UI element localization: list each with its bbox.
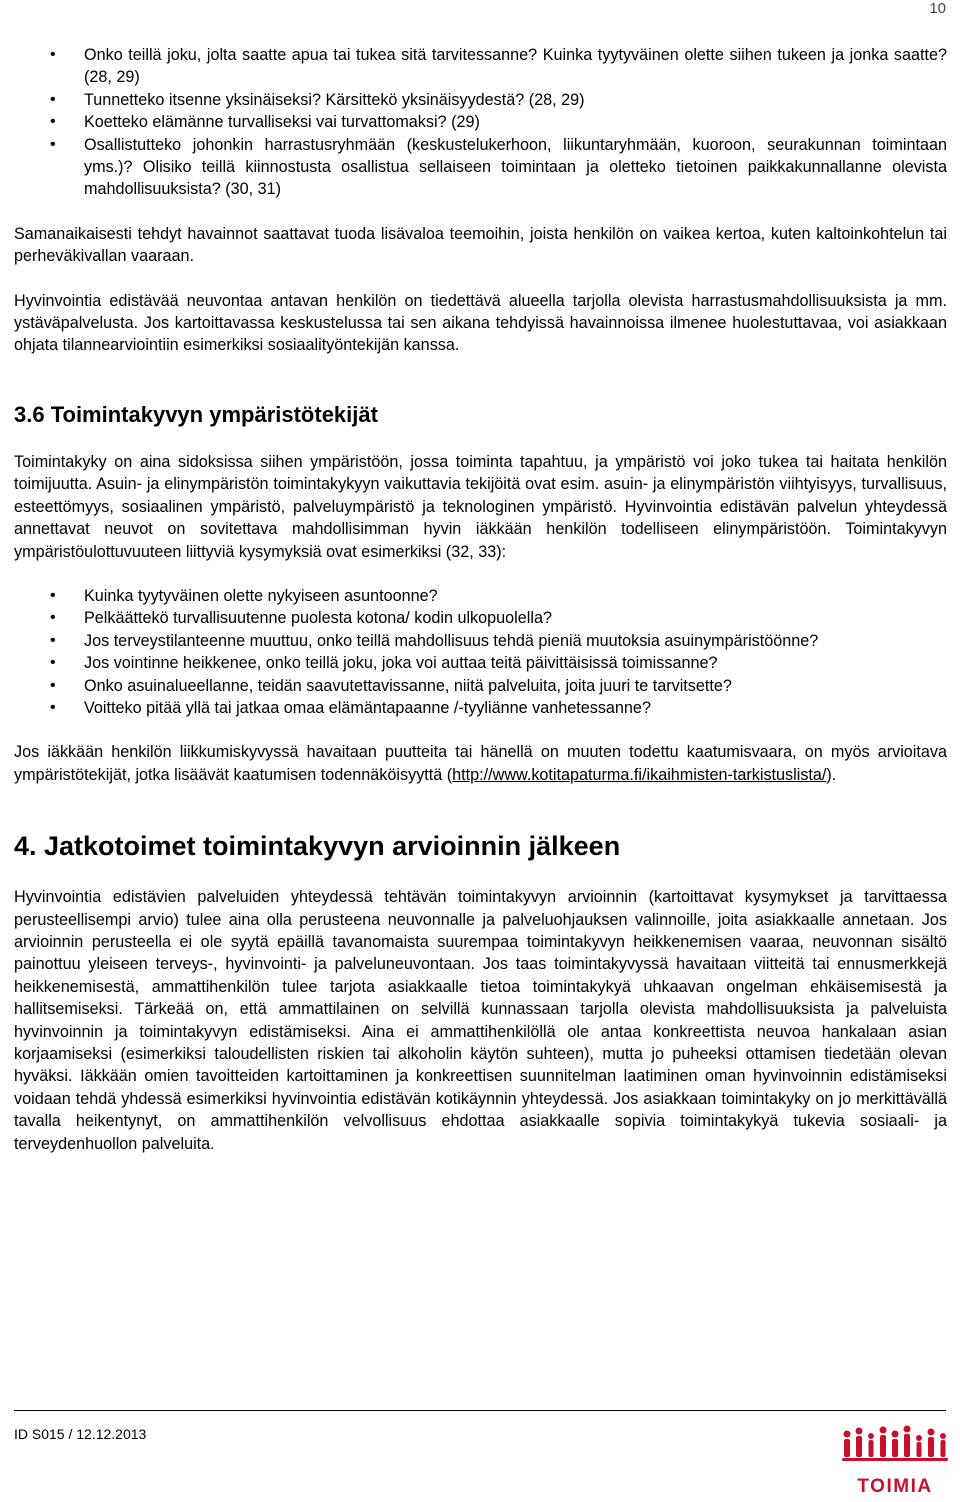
paragraph-fall-risk bbox=[14, 741, 947, 786]
bullet-icon: • bbox=[50, 609, 56, 627]
list-item-text: Pelkäättekö turvallisuutenne puolesta kotona/ kodin ulkopuolella? bbox=[84, 609, 552, 628]
bullet-icon: • bbox=[50, 113, 56, 131]
list-item-text: Kuinka tyytyväinen olette nykyiseen asuntoonne? bbox=[84, 586, 438, 605]
list-item bbox=[14, 585, 947, 607]
paragraph-follow-up: Hyvinvointia edistävien palveluiden yhteydessä tehtävän toimintakyvyn arvioinnin (kartoittavat kysymykset ja tarvittaessa perusteellisempi arvio) tulee aina olla perusteena neuvonnalle ja palveluohjauksen valinnoille, joita asiakkaalle annetaan. Jos arvioinnin perusteella ei ole syytä epäillä tavanomaista suurempaa toimintakyvyn heikkenemisen vaaraa, neuvonnan sisältö painottuu yleiseen terveys-, hyvinvointi- ja palveluneuvontaan. Jos taas toimintakyvyssä havaitaan viitteitä tai ennusmerkkejä heikkenemisestä, ammattihenkilön tulee tarjota asiakkaalle tietoa toimintakykyä uhkaavan ongelman ehkäisemisestä ja hallitsemiseksi. Tärkeää on, että ammattilainen on selvillä kunnassaan tarjolla olevista mahdollisuuksista ja palveluista hyvinvoinnin ja toimintakyvyn edistämiseksi. Aina ei ammattihenkilöllä ole antaa konkreettista neuvoa hankalaan asian korjaamiseksi (esimerkiksi taloudellisten riskien tai alkoholin käytön suhteen), mutta jo puheeksi ottamisen tiedetään olevan hyväksi. Iäkkään omien tavoitteiden kartoittaminen ja konkreettisen suunnitelman laatiminen oman hyvinvoinnin edistämiseksi voidaan tehdä yhdessä esimerkiksi hyvinvointia edistävän kotikäynnin yhteydessä. Jos asiakkaan toimintakyky on jo merkittävällä tavalla heikentynyt, on ammattihenkilön velvollisuus ehdottaa asiakkaalle sopivia toimintakykyä tukevia sosiaali- ja terveydenhuollon palveluita. bbox=[14, 888, 947, 1153]
environment-question-list bbox=[14, 585, 947, 719]
bullet-icon: • bbox=[50, 46, 56, 63]
list-item bbox=[14, 134, 947, 201]
checklist-link[interactable]: http://www.kotitapaturma.fi/ikaihmisten-tarkistuslista/ bbox=[452, 765, 827, 784]
top-question-list bbox=[14, 44, 947, 201]
list-item bbox=[14, 44, 947, 89]
paragraph-text: ). bbox=[826, 765, 837, 784]
page-number: 10 bbox=[929, 0, 946, 17]
footer-divider bbox=[14, 1410, 946, 1411]
paragraph-observations: Samanaikaisesti tehdyt havainnot saattavat tuoda lisävaloa teemoihin, joista henkilön on vaikea kertoa, kuten kaltoinkohtelun tai perheväkivallan vaaraan. bbox=[14, 224, 947, 266]
document-id: ID S015 / 12.12.2013 bbox=[14, 1426, 147, 1442]
logo-text: TOIMIA bbox=[857, 1476, 933, 1497]
section-heading-4: 4. Jatkotoimet toimintakyvyn arvioinnin jälkeen bbox=[14, 831, 621, 862]
people-figures-icon bbox=[840, 1420, 950, 1472]
list-item-text: Onko teillä joku, jolta saatte apua tai tukea sitä tarvitessanne? Kuinka tyytyväinen olette siihen tukeen ja jonka saatte? (28, 29) bbox=[84, 46, 947, 87]
list-item bbox=[14, 111, 947, 133]
toimia-logo bbox=[840, 1420, 950, 1498]
list-item-text: Jos vointinne heikkenee, onko teillä joku, joka voi auttaa teitä päivittäisissä toimissanne? bbox=[84, 654, 718, 673]
section-heading-3-6: 3.6 Toimintakyvyn ympäristötekijät bbox=[14, 401, 378, 427]
list-item-text: Onko asuinalueellanne, teidän saavutettavissanne, niitä palveluita, joita juuri te tarvitsette? bbox=[84, 676, 732, 695]
list-item bbox=[14, 89, 947, 111]
bullet-icon: • bbox=[50, 135, 56, 153]
list-item bbox=[14, 697, 947, 719]
list-item-text: Voitteko pitää yllä tai jatkaa omaa elämäntapaanne /-tyyliänne vanhetessanne? bbox=[84, 698, 651, 717]
paragraph-text: Jos iäkkään henkilön liikkumiskyvyssä havaitaan puutteita tai hänellä on muuten todettu kaatumisvaara, on myös arvioitava ympäristötekijät, jotka lisäävät kaatumisen todennäköisyyttä ( bbox=[14, 743, 947, 784]
list-item-text: Osallistutteko johonkin harrastusryhmään (keskustelukerhoon, liikuntaryhmään, kuoroon, seurakunnan toimintaan yms.)? Olisiko teillä kiinnostusta osallistua sellaiseen toimintaan ja oletteko tietoinen paikkakunnallanne olevista mahdollisuuksista? (30, 31) bbox=[84, 135, 947, 199]
list-item bbox=[14, 607, 947, 629]
bullet-icon: • bbox=[50, 586, 56, 604]
paragraph-environment: Toimintakyky on aina sidoksissa siihen ympäristöön, jossa toiminta tapahtuu, ja ympäristö voi joko tukea tai haitata henkilön toimijuutta. Asuin- ja elinympäristön toimintakykyyn vaikuttavia tekijöitä ovat esim. asuin- ja elinympäristön viihtyisyys, turvallisuus, esteettömyys, sosiaalinen ympäristö, palveluympäristö ja teknologinen ympäristö. Hyvinvointia edistävän palvelun yhteydessä annettavat neuvot on sovitettava mahdollisimman hyvin iäkkään henkilön todelliseen elinympäristöön. Toimintakyvyn ympäristöulottuvuuteen liittyviä kysymyksiä ovat esimerkiksi (32, 33): bbox=[14, 452, 947, 561]
list-item bbox=[14, 652, 947, 674]
paragraph-advice: Hyvinvointia edistävää neuvontaa antavan henkilön on tiedettävä alueella tarjolla olevista harrastusmahdollisuuksista ja mm. ystäväpalvelusta. Jos kartoittavassa keskustelussa tai sen aikana tehdyissä havainnoissa ilmenee huolestuttavaa, voi asiakkaan ohjata tilannearviointiin esimerkiksi sosiaalityöntekijän kanssa. bbox=[14, 291, 947, 355]
list-item-text: Koetteko elämänne turvalliseksi vai turvattomaksi? (29) bbox=[84, 113, 480, 132]
bullet-icon: • bbox=[50, 90, 56, 108]
list-item bbox=[14, 630, 947, 652]
bullet-icon: • bbox=[50, 631, 56, 649]
document-body bbox=[14, 44, 947, 1155]
bullet-icon: • bbox=[50, 654, 56, 672]
list-item-text: Tunnetteko itsenne yksinäiseksi? Kärsittekö yksinäisyydestä? (28, 29) bbox=[84, 90, 585, 109]
list-item-text: Jos terveystilanteenne muuttuu, onko teillä mahdollisuus tehdä pieniä muutoksia asuinympäristöönne? bbox=[84, 631, 819, 650]
bullet-icon: • bbox=[50, 676, 56, 694]
bullet-icon: • bbox=[50, 698, 56, 716]
list-item bbox=[14, 675, 947, 697]
